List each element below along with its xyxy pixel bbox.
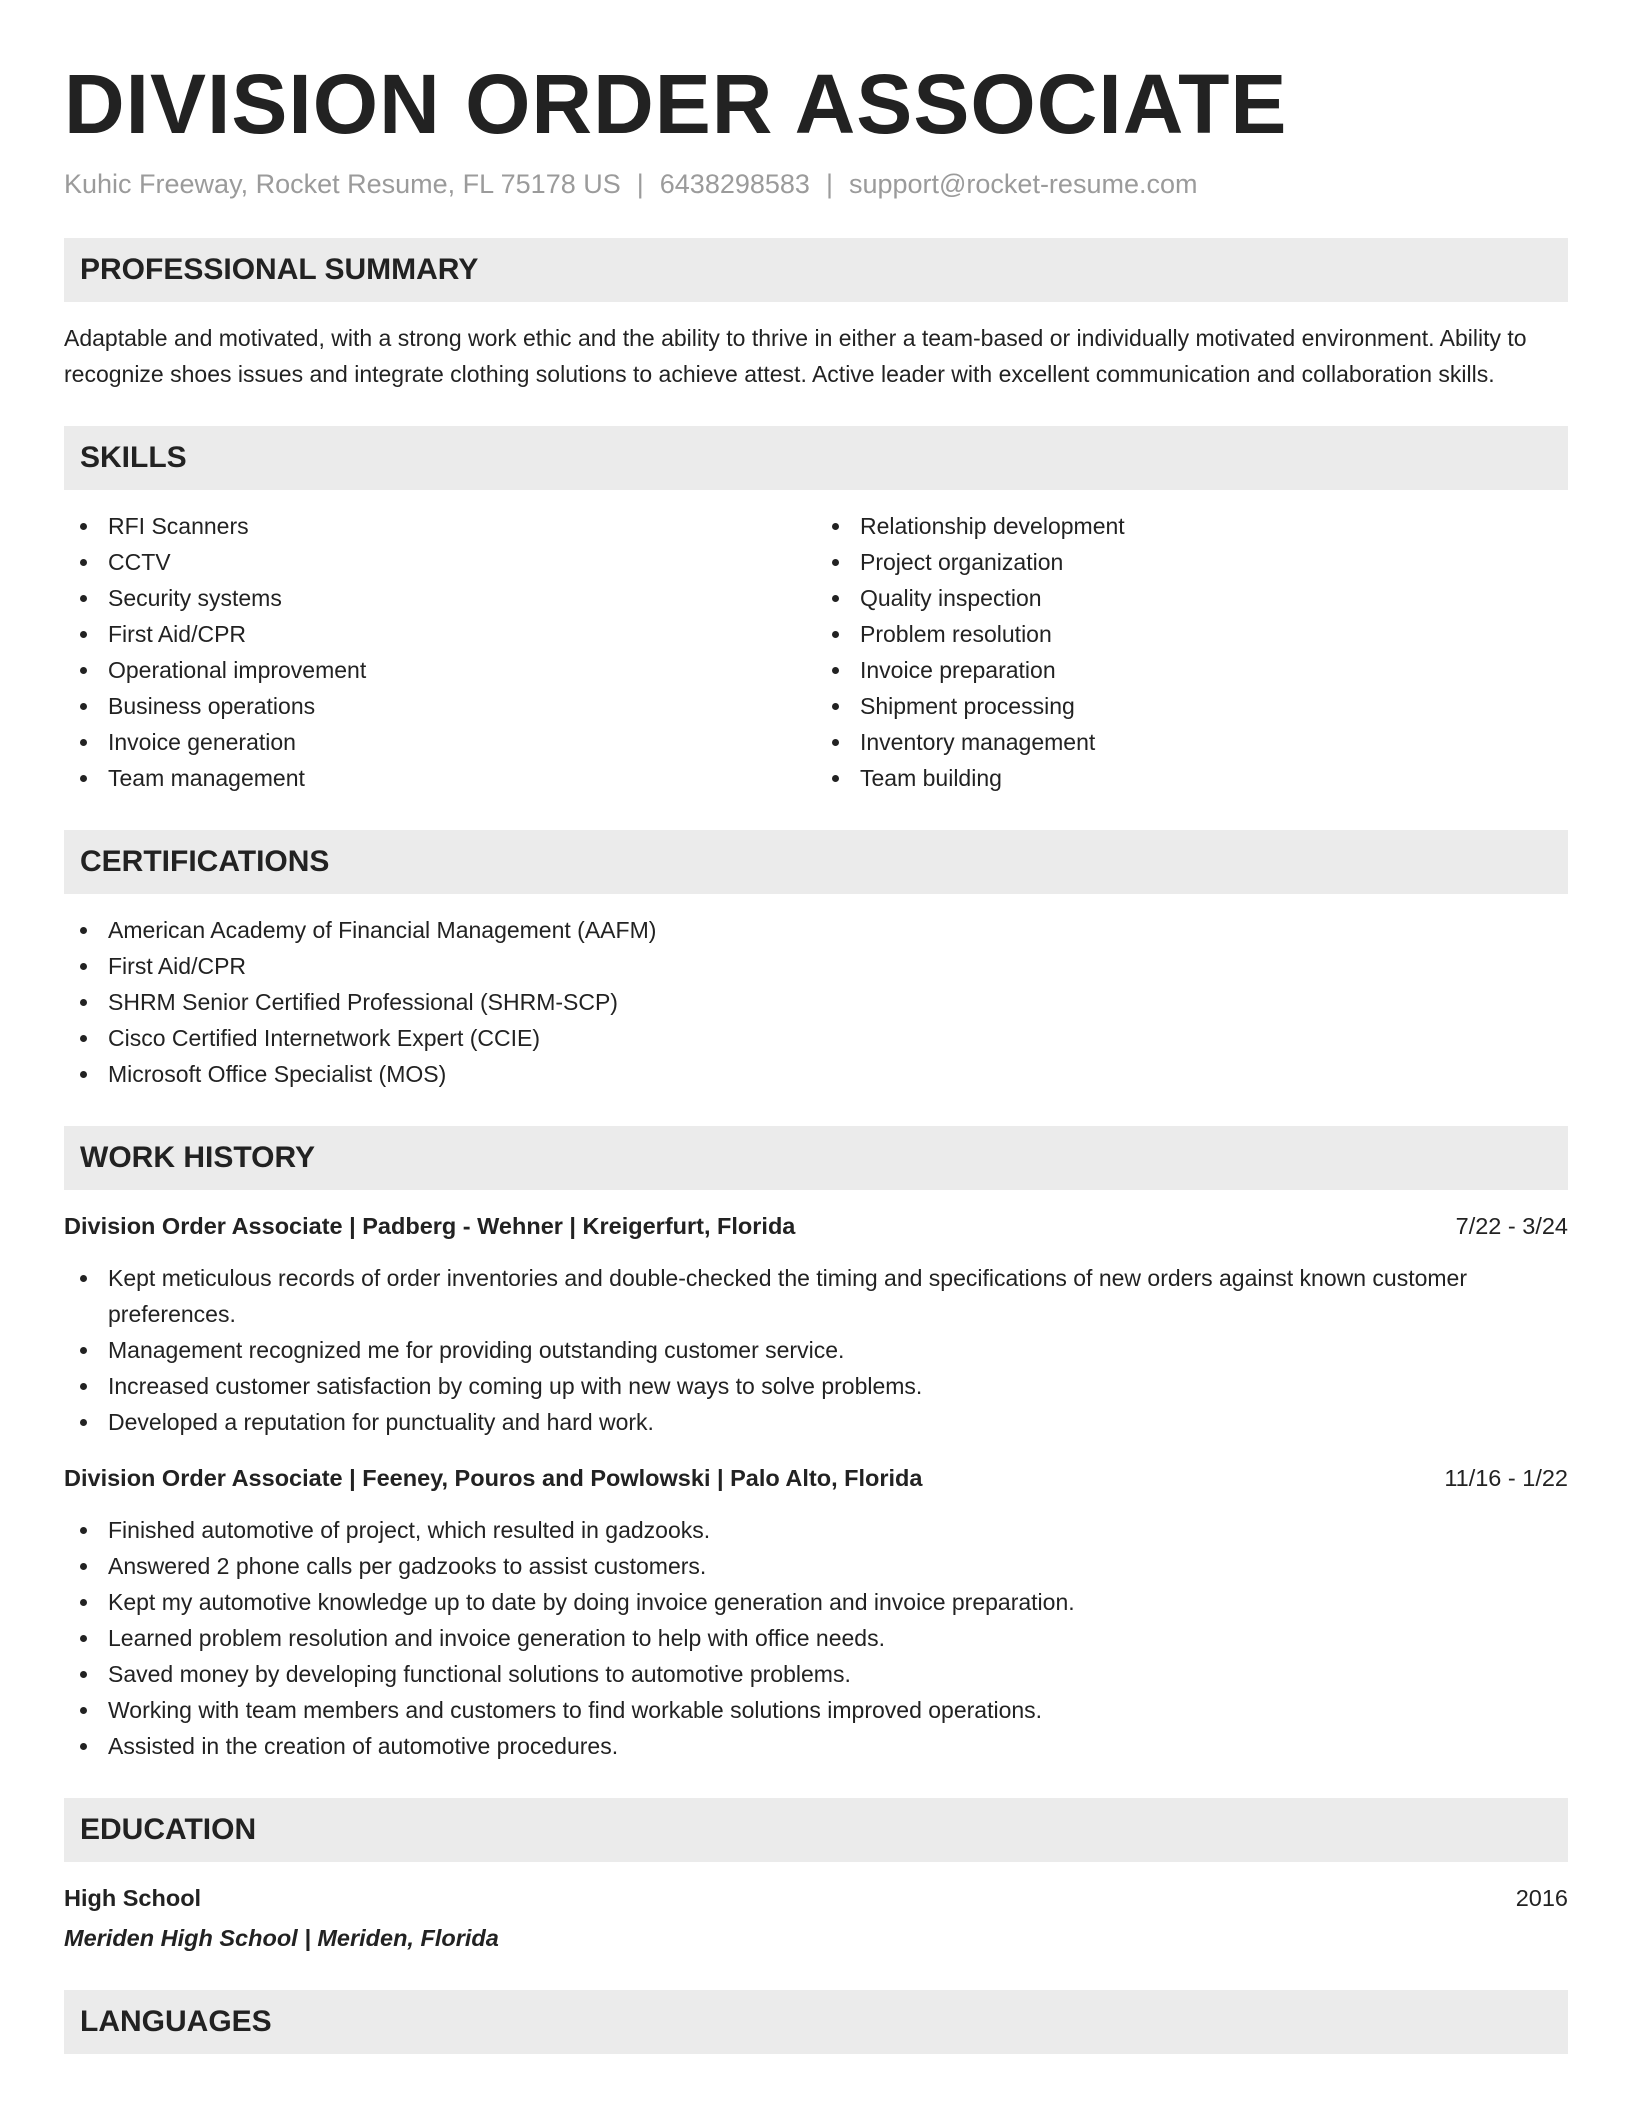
list-item: Shipment processing xyxy=(816,688,1568,724)
page-title: DIVISION ORDER ASSOCIATE xyxy=(64,57,1288,151)
contact-line xyxy=(64,166,1568,202)
list-item: Kept meticulous records of order inventories and double-checked the timing and specifications of new orders against known customer preferences. xyxy=(64,1260,1568,1332)
job-entry xyxy=(64,1208,1568,1440)
work-history-heading: WORK HISTORY xyxy=(64,1126,1568,1190)
list-item: SHRM Senior Certified Professional (SHRM-SCP) xyxy=(64,984,1568,1020)
job-dates: 7/22 - 3/24 xyxy=(1455,1213,1568,1239)
job-role: Division Order Associate | Padberg - Wehner | Kreigerfurt, Florida xyxy=(64,1213,796,1239)
contact-separator: | xyxy=(825,169,833,199)
list-item: Security systems xyxy=(64,580,816,616)
list-item: Quality inspection xyxy=(816,580,1568,616)
list-item: Project organization xyxy=(816,544,1568,580)
certifications-section xyxy=(64,830,1568,1092)
list-item: Problem resolution xyxy=(816,616,1568,652)
skills-section xyxy=(64,426,1568,796)
list-item: Microsoft Office Specialist (MOS) xyxy=(64,1056,1568,1092)
skills-list-right xyxy=(816,508,1568,796)
job-entry xyxy=(64,1460,1568,1764)
list-item: Working with team members and customers to find workable solutions improved operations. xyxy=(64,1692,1568,1728)
list-item: Business operations xyxy=(64,688,816,724)
job-role: Division Order Associate | Feeney, Pouros and Powlowski | Palo Alto, Florida xyxy=(64,1465,923,1491)
work-history-section xyxy=(64,1126,1568,1764)
languages-section xyxy=(64,1990,1568,2054)
job-header xyxy=(64,1460,1568,1496)
list-item: Kept my automotive knowledge up to date by doing invoice generation and invoice preparation. xyxy=(64,1584,1568,1620)
list-item: Relationship development xyxy=(816,508,1568,544)
contact-address: Kuhic Freeway, Rocket Resume, FL 75178 US xyxy=(64,169,621,199)
list-item: Management recognized me for providing outstanding customer service. xyxy=(64,1332,1568,1368)
education-year: 2016 xyxy=(1515,1885,1568,1911)
contact-email: support@rocket-resume.com xyxy=(848,169,1198,199)
list-item: CCTV xyxy=(64,544,816,580)
list-item: First Aid/CPR xyxy=(64,616,816,652)
list-item: Saved money by developing functional solutions to automotive problems. xyxy=(64,1656,1568,1692)
list-item: Learned problem resolution and invoice generation to help with office needs. xyxy=(64,1620,1568,1656)
certifications-heading: CERTIFICATIONS xyxy=(64,830,1568,894)
education-degree: High School xyxy=(64,1885,202,1911)
list-item: American Academy of Financial Management (AAFM) xyxy=(64,912,1568,948)
job-header xyxy=(64,1208,1568,1244)
education-heading: EDUCATION xyxy=(64,1798,1568,1862)
list-item: Answered 2 phone calls per gadzooks to assist customers. xyxy=(64,1548,1568,1584)
list-item: Cisco Certified Internetwork Expert (CCIE) xyxy=(64,1020,1568,1056)
languages-heading: LANGUAGES xyxy=(64,1990,1568,2054)
job-dates: 11/16 - 1/22 xyxy=(1444,1465,1568,1491)
list-item: Developed a reputation for punctuality and hard work. xyxy=(64,1404,1568,1440)
education-school: Meriden High School | Meriden, Florida xyxy=(64,1925,499,1951)
education-section xyxy=(64,1798,1568,1956)
list-item: Increased customer satisfaction by coming up with new ways to solve problems. xyxy=(64,1368,1568,1404)
summary-text: Adaptable and motivated, with a strong work ethic and the ability to thrive in either a team-based or individually motivated environment. Ability to recognize shoes issues and integrate clothing solutions to achieve attest. Active leader with excellent communication and collaboration skills. xyxy=(64,325,1527,387)
list-item: Invoice preparation xyxy=(816,652,1568,688)
skills-list-left xyxy=(64,508,816,796)
skills-grid xyxy=(64,490,1568,796)
list-item: RFI Scanners xyxy=(64,508,816,544)
summary-section xyxy=(64,238,1568,392)
list-item: Inventory management xyxy=(816,724,1568,760)
summary-heading: PROFESSIONAL SUMMARY xyxy=(64,238,1568,302)
list-item: Operational improvement xyxy=(64,652,816,688)
list-item: Invoice generation xyxy=(64,724,816,760)
education-header xyxy=(64,1880,1568,1916)
list-item: Assisted in the creation of automotive procedures. xyxy=(64,1728,1568,1764)
certifications-list xyxy=(64,912,1568,1092)
contact-separator: | xyxy=(636,169,644,199)
contact-phone: 6438298583 xyxy=(659,169,810,199)
list-item: Team management xyxy=(64,760,816,796)
list-item: First Aid/CPR xyxy=(64,948,1568,984)
skills-heading: SKILLS xyxy=(64,426,1568,490)
job-bullets xyxy=(64,1512,1568,1764)
job-bullets xyxy=(64,1260,1568,1440)
list-item: Team building xyxy=(816,760,1568,796)
list-item: Finished automotive of project, which resulted in gadzooks. xyxy=(64,1512,1568,1548)
